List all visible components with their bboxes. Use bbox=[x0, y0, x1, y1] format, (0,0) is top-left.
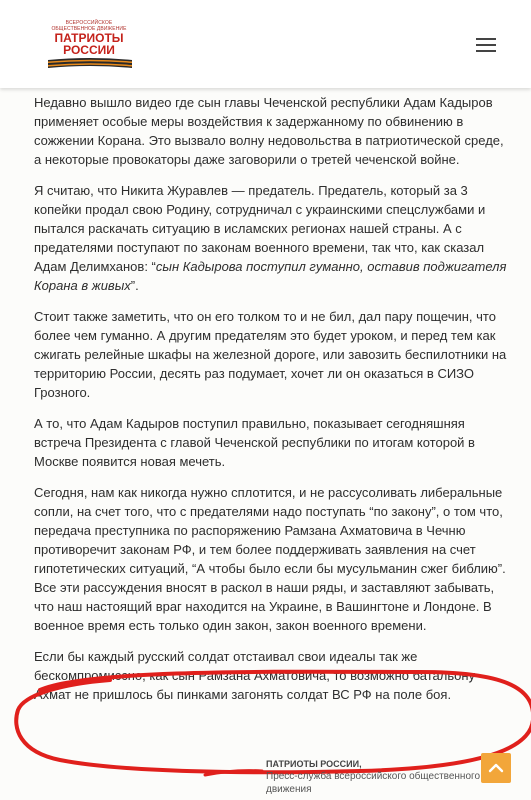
logo-title bbox=[44, 32, 134, 56]
article-paragraph-6: Если бы каждый русский солдат отстаивал свои идеалы так же бескомпромиссно, как сын Рамзана Ахматовича, то возможно батальону Ахмат не пришлось бы пинками загонять солдат ВС РФ на поле боя. bbox=[34, 649, 476, 702]
signature-role-line2: движения bbox=[266, 784, 312, 795]
paragraph-2-end: ”. bbox=[130, 278, 139, 293]
logo-title-line2: РОССИИ bbox=[63, 43, 115, 57]
article-paragraph-3: Стоит также заметить, что он его толком то и не бил, дал пару пощечин, что более чем гуманно. А другим предателям это будет уроком, и перед тем как сжигать релейные шкафы на железной дороге, или завозить беспилотники на территорию России, десять раз подумает, хочет ли он оказаться в СИЗО Грозного. bbox=[34, 309, 507, 400]
hamburger-menu-icon[interactable] bbox=[476, 38, 496, 52]
article-signature bbox=[266, 759, 506, 796]
st-george-ribbon-icon bbox=[48, 58, 132, 70]
article-paragraph-2 bbox=[34, 181, 509, 295]
paragraph-2-text: Я считаю, что Никита Журавлев — предатель. Предатель, который за 3 копейки продал свою Родину, сотрудничал с украинскими спецслужбами и пытался раскачать ситуацию в исламских регионах нашей страны. А с предателями поступают по законам военного времени, так что, как сказал Адам Делимханов: “ bbox=[34, 183, 486, 274]
article-paragraph-1: Недавно вышло видео где сын главы Чеченской республики Адам Кадыров применяет особые меры воздействия к задержанному по обвинению в сожжении Корана. Это вызвало волну недовольства в патриотической среде, а некоторые провокаторы даже заговорили о третей чеченской войне. bbox=[34, 95, 504, 167]
article-body bbox=[34, 93, 509, 716]
quote-text: сын Кадырова поступил гуманно, оставив поджигателя Корана в живых bbox=[34, 259, 507, 293]
site-logo[interactable] bbox=[44, 20, 134, 72]
article-paragraph-5: Сегодня, нам как никогда нужно сплотится, и не рассусоливать либеральные сопли, на счет того, что с предателями надо поступать “по закону”, о том что, передача преступника по распоряжению Рамзана Ахматовича в Чечню противоречит законам РФ, и тем более поддерживать заявления на счет гипотетических ситуаций, “А чтобы было если бы мусульманин сжег библию”. Все эти рассуждения вносят в раскол в наши ряды, и заставляют забывать, что наш настоящий враг находится на Украине, в Вашингтоне и Лондоне. В военное время есть только один закон, закон военного времени. bbox=[34, 485, 506, 633]
signature-name: ПАТРИОТЫ РОССИИ, bbox=[266, 759, 362, 769]
signature-role-line1: Пресс-служба всероссийского общественного bbox=[266, 771, 481, 782]
scroll-to-top-button[interactable] bbox=[481, 753, 511, 783]
arrow-up-icon bbox=[488, 760, 504, 776]
site-header bbox=[0, 0, 531, 88]
logo-title-line1: ПАТРИОТЫ bbox=[54, 31, 124, 45]
article-paragraph-4: А то, что Адам Кадыров поступил правильно, показывает сегодняшняя встреча Президента с главой Чеченской республики по итогам которой в Москве появится новая мечеть. bbox=[34, 416, 475, 469]
logo-subtitle: ВСЕРОССИЙСКОЕ ОБЩЕСТВЕННОЕ ДВИЖЕНИЕ bbox=[51, 20, 127, 32]
